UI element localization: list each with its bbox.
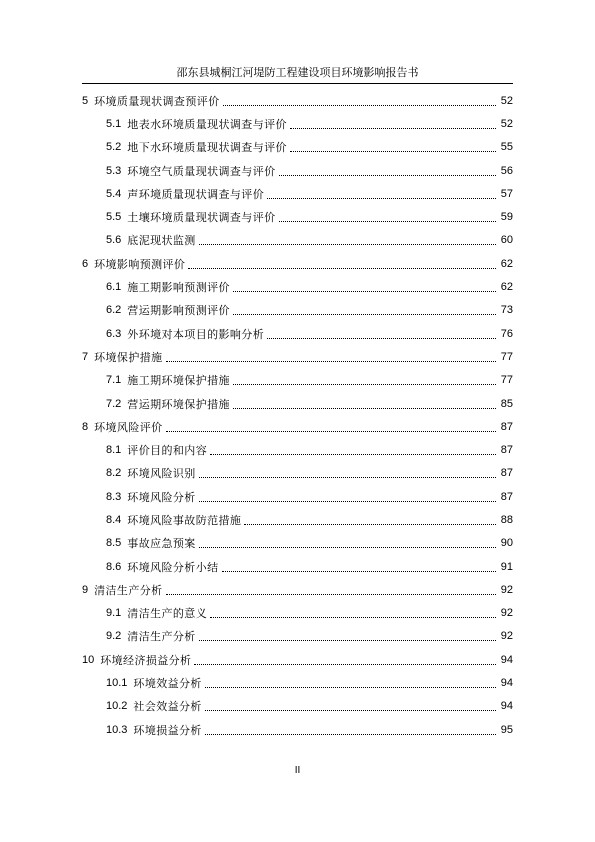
toc-entry[interactable] — [82, 415, 513, 438]
toc-entry[interactable] — [82, 205, 513, 228]
toc-dot-leader — [267, 197, 496, 199]
toc-entry-title: 施工期环境保护措施 — [127, 374, 230, 388]
toc-entry-page: 94 — [500, 653, 513, 666]
toc-entry-title: 清洁生产分析 — [127, 630, 196, 644]
toc-entry-page: 95 — [500, 723, 513, 736]
toc-entry-page: 59 — [500, 211, 513, 224]
toc-entry-title: 地表水环境质量现状调查与评价 — [127, 117, 287, 131]
table-of-contents — [82, 89, 513, 741]
toc-dot-leader — [205, 686, 496, 688]
toc-entry-title: 环境风险事故防范措施 — [127, 513, 242, 527]
toc-entry-number: 6 — [82, 257, 89, 270]
toc-entry[interactable] — [82, 625, 513, 648]
toc-entry-page: 77 — [500, 350, 513, 363]
toc-entry-title: 环境风险评价 — [94, 420, 163, 434]
toc-entry-page: 56 — [500, 164, 513, 177]
toc-entry-number: 10.1 — [106, 677, 128, 690]
toc-entry-page: 52 — [500, 94, 513, 107]
toc-dot-leader — [188, 267, 496, 269]
toc-dot-leader — [290, 150, 496, 152]
toc-entry-page: 62 — [500, 281, 513, 294]
toc-entry-title: 环境风险识别 — [127, 467, 196, 481]
toc-entry-number: 9.2 — [106, 630, 122, 643]
toc-entry-page: 92 — [500, 583, 513, 596]
toc-entry-title: 清洁生产的意义 — [127, 607, 208, 621]
toc-entry-number: 5.5 — [106, 211, 122, 224]
toc-entry-number: 8.4 — [106, 513, 122, 526]
toc-dot-leader — [166, 430, 496, 432]
toc-entry[interactable] — [82, 485, 513, 508]
toc-entry-number: 5.2 — [106, 141, 122, 154]
toc-entry-page: 94 — [500, 700, 513, 713]
toc-dot-leader — [279, 174, 497, 176]
toc-entry[interactable] — [82, 508, 513, 531]
toc-entry-number: 8.6 — [106, 560, 122, 573]
toc-dot-leader — [233, 313, 496, 315]
toc-entry-number: 8.2 — [106, 467, 122, 480]
toc-dot-leader — [210, 616, 496, 618]
toc-entry[interactable] — [82, 89, 513, 112]
toc-entry-number: 7 — [82, 350, 89, 363]
toc-entry-page: 62 — [500, 257, 513, 270]
toc-dot-leader — [233, 407, 496, 409]
toc-entry[interactable] — [82, 159, 513, 182]
toc-entry-number: 7.1 — [106, 374, 122, 387]
toc-entry[interactable] — [82, 229, 513, 252]
toc-entry-number: 10.2 — [106, 700, 128, 713]
toc-dot-leader — [233, 290, 496, 292]
toc-entry-page: 52 — [500, 117, 513, 130]
toc-entry-title: 环境空气质量现状调查与评价 — [127, 164, 276, 178]
toc-entry-title: 营运期影响预测评价 — [127, 304, 230, 318]
toc-entry-number: 8.3 — [106, 490, 122, 503]
toc-entry[interactable] — [82, 299, 513, 322]
toc-entry-number: 6.3 — [106, 327, 122, 340]
toc-entry[interactable] — [82, 275, 513, 298]
toc-entry-number: 5 — [82, 94, 89, 107]
toc-entry[interactable] — [82, 602, 513, 625]
toc-entry-page: 90 — [500, 537, 513, 550]
toc-entry[interactable] — [82, 112, 513, 135]
toc-entry-number: 5.4 — [106, 187, 122, 200]
toc-entry-page: 76 — [500, 327, 513, 340]
toc-entry-page: 55 — [500, 141, 513, 154]
toc-entry-title: 声环境质量现状调查与评价 — [127, 187, 265, 201]
toc-entry[interactable] — [82, 695, 513, 718]
toc-entry-title: 环境损益分析 — [133, 723, 202, 737]
toc-entry-page: 91 — [500, 560, 513, 573]
toc-dot-leader — [210, 453, 496, 455]
toc-entry-title: 环境保护措施 — [94, 350, 163, 364]
toc-entry-number: 7.2 — [106, 397, 122, 410]
toc-entry[interactable] — [82, 252, 513, 275]
toc-entry-title: 环境经济损益分析 — [100, 653, 192, 667]
toc-dot-leader — [166, 360, 496, 362]
toc-entry-title: 土壤环境质量现状调查与评价 — [127, 211, 276, 225]
toc-dot-leader — [199, 500, 496, 502]
toc-entry[interactable] — [82, 718, 513, 741]
toc-entry-title: 社会效益分析 — [133, 700, 202, 714]
page-number: II — [294, 765, 301, 776]
toc-entry-page: 92 — [500, 607, 513, 620]
toc-entry[interactable] — [82, 462, 513, 485]
toc-entry-number: 9.1 — [106, 607, 122, 620]
toc-dot-leader — [199, 546, 496, 548]
toc-entry[interactable] — [82, 182, 513, 205]
toc-dot-leader — [223, 104, 496, 106]
toc-entry-number: 6.1 — [106, 281, 122, 294]
toc-entry-title: 环境质量现状调查预评价 — [94, 94, 220, 108]
toc-entry-number: 10 — [82, 653, 95, 666]
toc-entry-page: 88 — [500, 513, 513, 526]
toc-entry-title: 环境风险分析小结 — [127, 560, 219, 574]
toc-entry[interactable] — [82, 555, 513, 578]
toc-entry[interactable] — [82, 369, 513, 392]
toc-entry-title: 施工期影响预测评价 — [127, 281, 230, 295]
toc-dot-leader — [267, 337, 496, 339]
toc-entry-title: 评价目的和内容 — [127, 444, 208, 458]
toc-dot-leader — [166, 593, 496, 595]
toc-entry-title: 环境风险分析 — [127, 490, 196, 504]
toc-entry-title: 事故应急预案 — [127, 537, 196, 551]
toc-entry-page: 87 — [500, 444, 513, 457]
toc-entry-number: 5.6 — [106, 234, 122, 247]
toc-entry[interactable] — [82, 648, 513, 671]
toc-dot-leader — [199, 639, 496, 641]
toc-dot-leader — [290, 127, 496, 129]
toc-entry-number: 5.3 — [106, 164, 122, 177]
toc-entry[interactable] — [82, 392, 513, 415]
toc-entry[interactable] — [82, 671, 513, 694]
toc-entry-title: 营运期环境保护措施 — [127, 397, 230, 411]
toc-entry-page: 73 — [500, 304, 513, 317]
toc-entry[interactable] — [82, 578, 513, 601]
toc-dot-leader — [205, 709, 496, 711]
toc-dot-leader — [279, 220, 497, 222]
toc-entry-title: 环境影响预测评价 — [94, 257, 186, 271]
toc-entry-title: 底泥现状监测 — [127, 234, 196, 248]
toc-entry-number: 5.1 — [106, 117, 122, 130]
toc-entry[interactable] — [82, 345, 513, 368]
toc-entry-page: 60 — [500, 234, 513, 247]
toc-entry-page: 87 — [500, 467, 513, 480]
toc-dot-leader — [244, 523, 496, 525]
toc-entry-number: 9 — [82, 583, 89, 596]
toc-entry-page: 77 — [500, 374, 513, 387]
toc-entry-title: 地下水环境质量现状调查与评价 — [127, 141, 287, 155]
toc-entry-title: 外环境对本项目的影响分析 — [127, 327, 265, 341]
toc-entry[interactable] — [82, 532, 513, 555]
running-header: 邵东县城桐江河堤防工程建设项目环境影响报告书 — [82, 66, 513, 84]
toc-entry-title: 环境效益分析 — [133, 677, 202, 691]
toc-entry-page: 57 — [500, 187, 513, 200]
toc-entry[interactable] — [82, 438, 513, 461]
toc-entry-page: 92 — [500, 630, 513, 643]
toc-entry-title: 清洁生产分析 — [94, 583, 163, 597]
toc-entry-page: 94 — [500, 677, 513, 690]
toc-entry-page: 87 — [500, 490, 513, 503]
toc-entry-page: 87 — [500, 420, 513, 433]
toc-dot-leader — [199, 243, 496, 245]
toc-entry[interactable] — [82, 136, 513, 159]
toc-entry-number: 8 — [82, 420, 89, 433]
toc-dot-leader — [194, 663, 496, 665]
toc-entry-number: 8.5 — [106, 537, 122, 550]
toc-dot-leader — [222, 570, 497, 572]
toc-dot-leader — [199, 476, 496, 478]
toc-entry-page: 85 — [500, 397, 513, 410]
toc-entry-number: 6.2 — [106, 304, 122, 317]
toc-dot-leader — [205, 733, 496, 735]
toc-entry-number: 10.3 — [106, 723, 128, 736]
toc-entry[interactable] — [82, 322, 513, 345]
toc-dot-leader — [233, 383, 496, 385]
toc-entry-number: 8.1 — [106, 444, 122, 457]
